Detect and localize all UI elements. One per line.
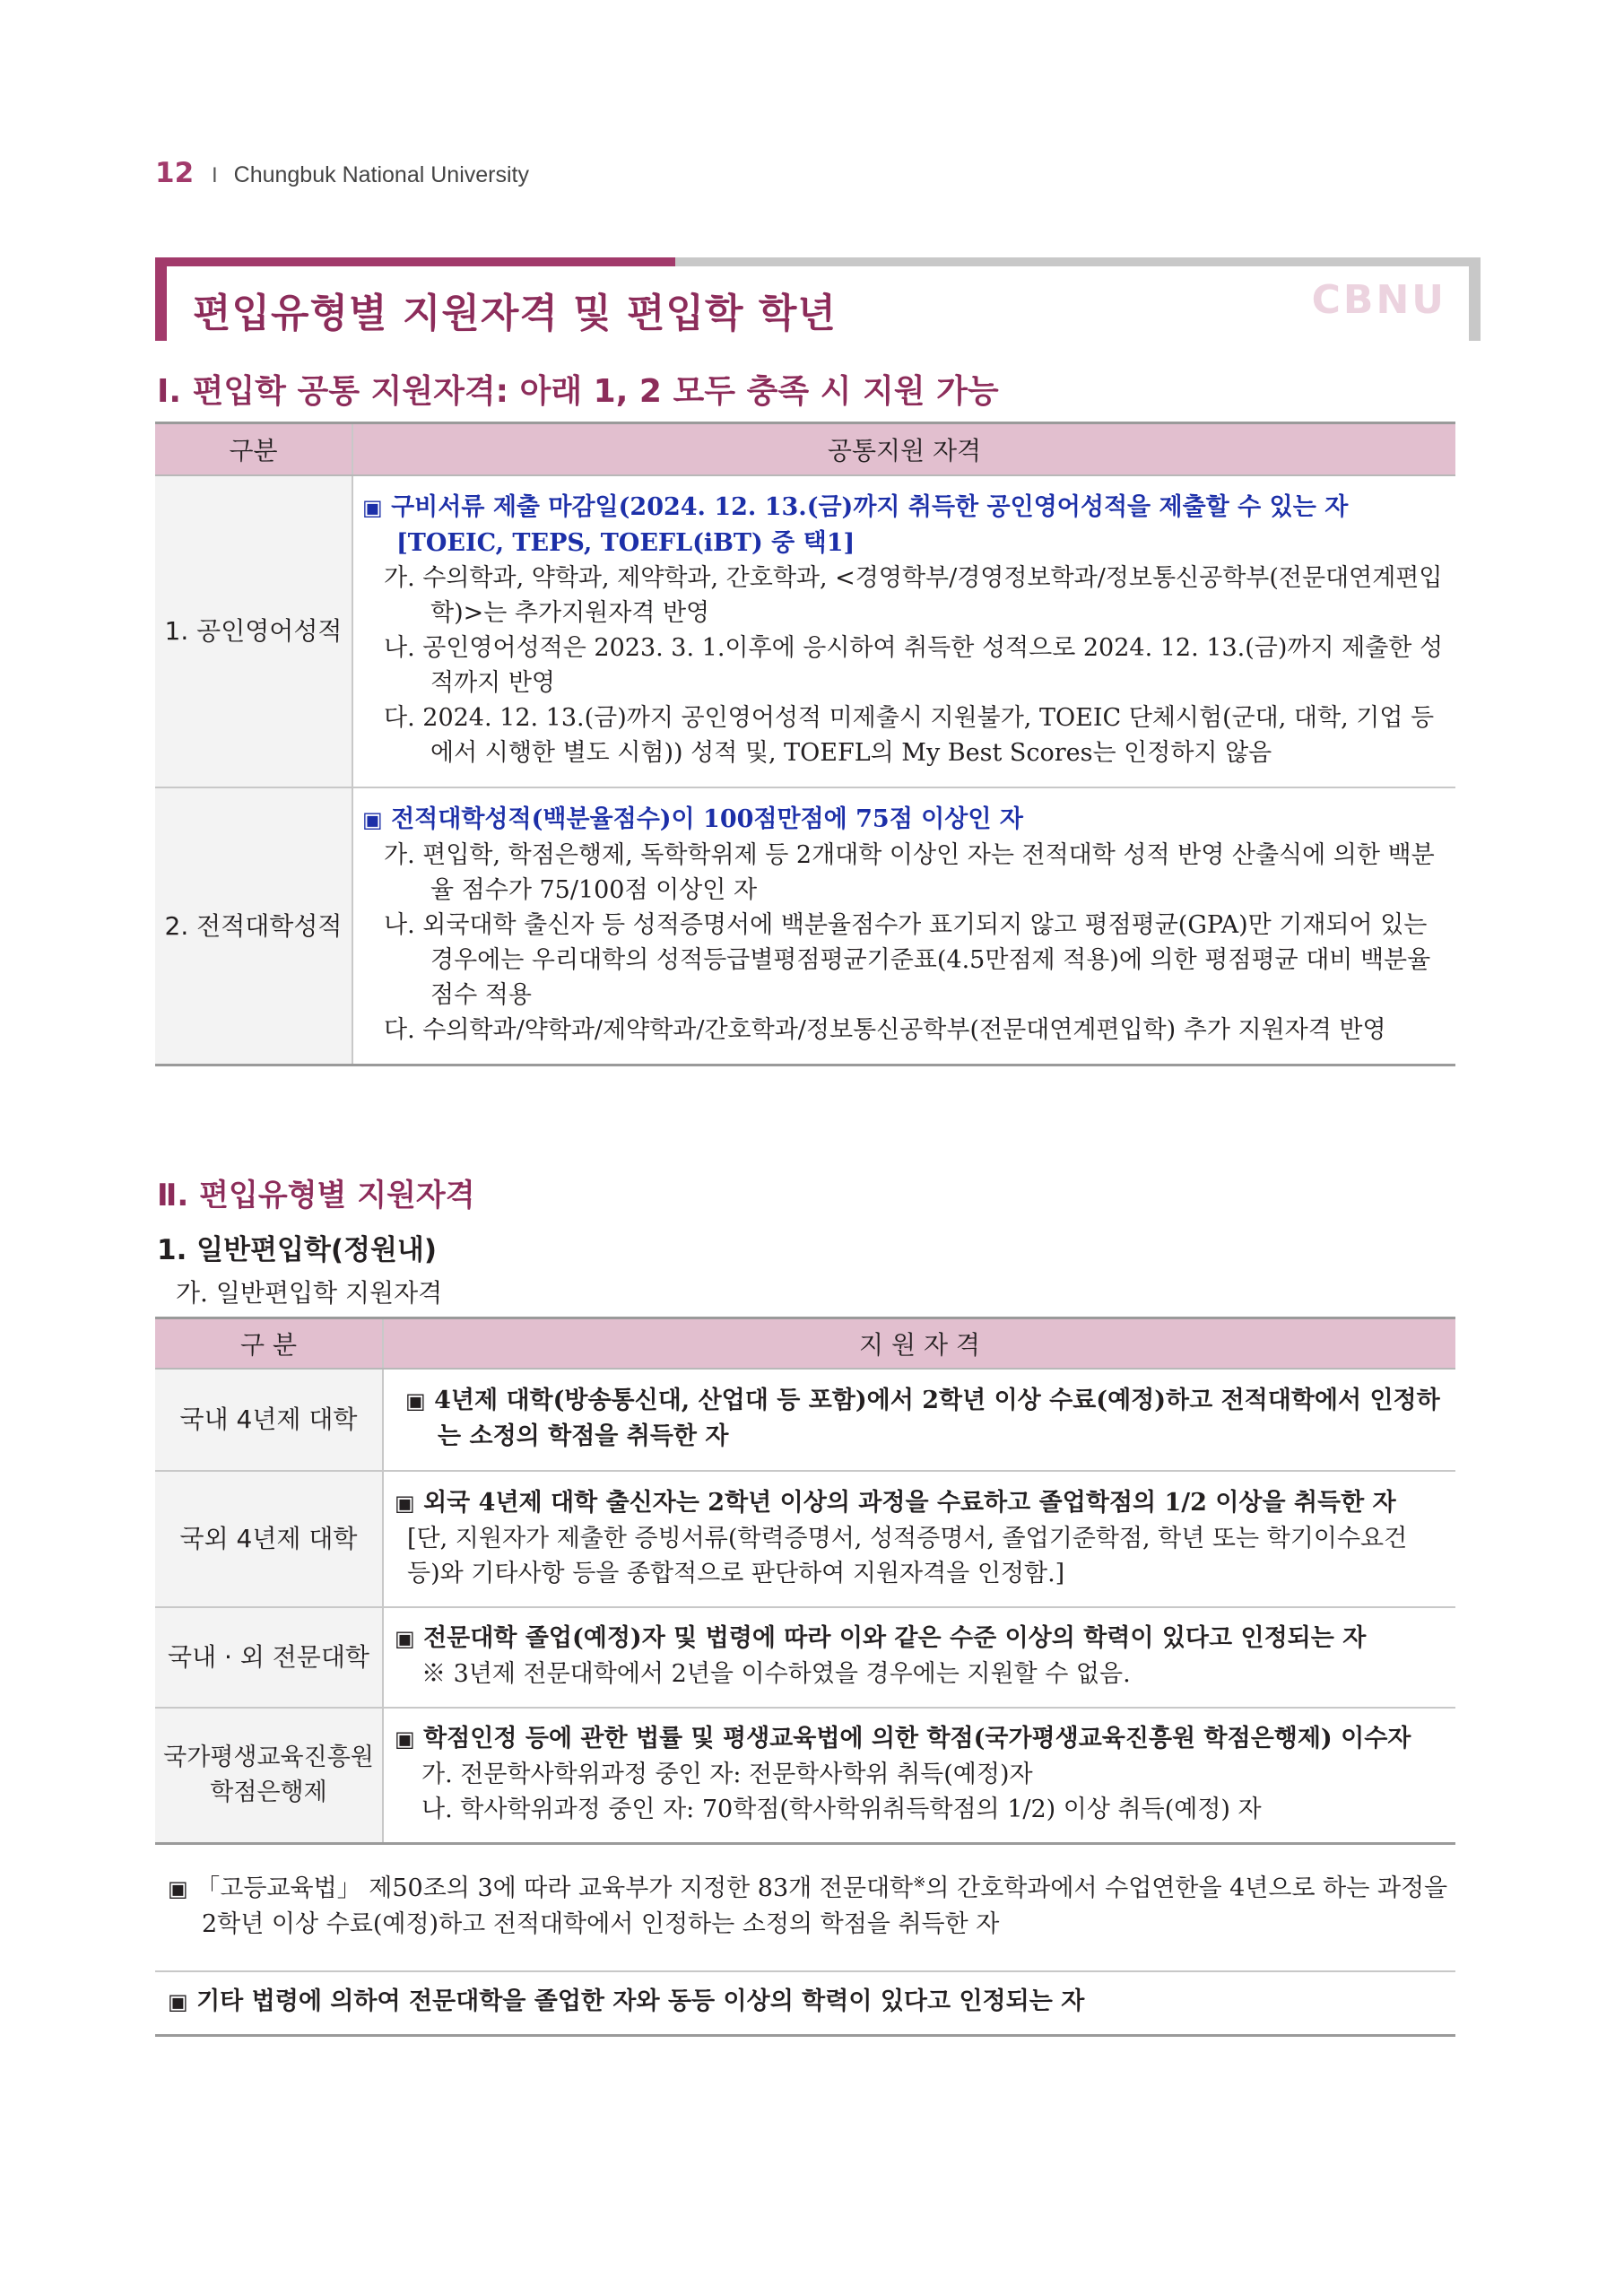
list-item — [395, 1757, 1446, 1792]
item-marker: 가. — [421, 1761, 453, 1789]
page-title: 편입유형별 지원자격 및 편입학 학년 — [193, 291, 837, 336]
divider — [155, 2034, 1455, 2037]
table-row — [155, 787, 1455, 1065]
item-text: 수의학과, 약학과, 제약학과, 간호학과, <경영학부/경영정보학과/정보통신공학부(전문대연계편입학)>는 추가지원자격 반영 — [422, 564, 1443, 627]
square-bullet-icon: ▣ — [405, 1388, 426, 1413]
lead-note: [TOEIC, TEPS, TOEFL(iBT) 중 택1] — [396, 529, 855, 557]
square-bullet-icon: ▣ — [395, 1490, 415, 1516]
row-content — [352, 787, 1455, 1065]
table-row — [155, 1471, 1455, 1607]
page-number: 12 — [155, 157, 195, 189]
lead-text: 구비서류 제출 마감일(2024. 12. 13.(금)까지 취득한 공인영어성적을 제출할 수 있는 자 — [391, 493, 1349, 521]
list-item — [364, 1013, 1446, 1048]
square-bullet-icon: ▣ — [395, 1626, 415, 1651]
note-text: 기타 법령에 의하여 전문대학을 졸업한 자와 동등 이상의 학력이 있다고 인정되는 자 — [196, 1987, 1085, 2015]
header-university: Chungbuk National University — [233, 162, 529, 187]
item-text: 외국대학 출신자 등 성적증명서에 백분율점수가 표기되지 않고 평점평균(GPA)만 기재되어 있는 경우에는 우리대학의 성적등급별평점평균기준표(4.5만점제 적용)에 의한 평점평균 대비 백분율 점수 적용 — [422, 911, 1431, 1010]
row-lead — [395, 1485, 1446, 1521]
lead-text: 학점인정 등에 관한 법률 및 평생교육법에 의한 학점(국가평생교육진흥원 학점은행제) 이수자 — [423, 1725, 1411, 1753]
nursing-college-note — [155, 1866, 1468, 1942]
row-content — [383, 1369, 1455, 1471]
column-header: 구분 — [155, 423, 352, 475]
square-bullet-icon: ▣ — [395, 1726, 415, 1752]
list-item — [364, 700, 1446, 770]
table-row — [155, 1708, 1455, 1844]
list-item — [364, 631, 1446, 700]
row-lead — [364, 802, 1446, 838]
square-bullet-icon: ▣ — [168, 1989, 188, 2014]
banner-right-bar — [1469, 257, 1481, 341]
other-law-note — [155, 1984, 1468, 2020]
row-category: 국내 · 외 전문대학 — [155, 1607, 383, 1708]
common-qualification-table — [155, 422, 1455, 1066]
lead-text: 4년제 대학(방송통신대, 산업대 등 포함)에서 2학년 이상 수료(예정)하고 전적대학에서 인정하는 소정의 학점을 취득한 자 — [434, 1387, 1440, 1450]
lead-text: 외국 4년제 대학 출신자는 2학년 이상의 과정을 수료하고 졸업학점의 1/2 이상을 취득한 자 — [423, 1488, 1396, 1517]
row-category — [155, 1708, 383, 1844]
section2-subsubheading: 가. 일반편입학 지원자격 — [176, 1278, 443, 1308]
table-header-row — [155, 423, 1455, 475]
divider — [155, 1970, 1455, 1972]
item-text: 2024. 12. 13.(금)까지 공인영어성적 미제출시 지원불가, TOEIC 단체시험(군대, 대학, 기업 등에서 시행한 별도 시험)) 성적 및, TOEFL의 My Best Scores는 인정하지 않음 — [422, 704, 1435, 767]
item-text: 편입학, 학점은행제, 독학학위제 등 2개대학 이상인 자는 전적대학 성적 반영 산출식에 의한 백분율 점수가 75/100점 이상인 자 — [422, 841, 1435, 905]
list-item — [395, 1792, 1446, 1827]
square-bullet-icon: ▣ — [168, 1876, 188, 1901]
square-bullet-icon: ▣ — [362, 495, 383, 520]
section1-heading: Ⅰ. 편입학 공통 지원자격: 아래 1, 2 모두 충족 시 지원 가능 — [157, 373, 999, 410]
row-category: 국외 4년제 대학 — [155, 1471, 383, 1607]
row-content — [383, 1607, 1455, 1708]
row-lead — [395, 1383, 1446, 1454]
title-banner — [155, 257, 1481, 341]
column-header: 공통지원 자격 — [352, 423, 1455, 475]
running-header — [155, 157, 529, 193]
column-header: 지 원 자 격 — [383, 1318, 1455, 1369]
note-text: 「고등교육법」 제50조의 3에 따라 교육부가 지정한 83개 전문대학 — [195, 1874, 914, 1902]
item-marker: 나. — [421, 1796, 453, 1824]
item-marker: 다. — [384, 1016, 415, 1045]
banner-left-bar — [155, 257, 167, 341]
table-row — [155, 1369, 1455, 1471]
item-text: 공인영어성적은 2023. 3. 1.이후에 응시하여 취득한 성적으로 2024. 12. 13.(금)까지 제출한 성적까지 반영 — [422, 634, 1444, 697]
item-marker: 가. — [384, 564, 415, 592]
list-item — [364, 561, 1446, 631]
note-text: 의 간호학과에서 수업연한을 4년으로 하는 과정을 2학년 이상 수료(예정)하고 전적대학에서 인정하는 소정의 학점을 취득한 자 — [202, 1874, 1448, 1938]
note-superscript: ※ — [913, 1874, 926, 1892]
item-marker: 나. — [384, 634, 415, 662]
table-row — [155, 1607, 1455, 1708]
row-category: 2. 전적대학성적 — [155, 787, 352, 1065]
row-category: 1. 공인영어성적 — [155, 475, 352, 787]
lead-text: 전문대학 졸업(예정)자 및 법령에 따라 이와 같은 수준 이상의 학력이 있다고 인정되는 자 — [423, 1624, 1367, 1652]
item-text: 수의학과/약학과/제약학과/간호학과/정보통신공학부(전문대연계편입학) 추가 지원자격 반영 — [422, 1016, 1386, 1045]
item-marker: 다. — [384, 704, 415, 732]
section2-subheading: 1. 일반편입학(정원내) — [157, 1234, 438, 1266]
row-lead — [395, 1621, 1446, 1657]
category-line: 국가평생교육진흥원 — [163, 1744, 374, 1772]
item-marker: 나. — [384, 911, 415, 940]
column-header: 구 분 — [155, 1318, 383, 1369]
table-header-row — [155, 1318, 1455, 1369]
row-category: 국내 4년제 대학 — [155, 1369, 383, 1471]
row-content — [352, 475, 1455, 787]
row-note: [단, 지원자가 제출한 증빙서류(학력증명서, 성적증명서, 졸업기준학점, 학년 또는 학기이수요건 등)와 기타사항 등을 종합적으로 판단하여 지원자격을 인정함.] — [407, 1524, 1408, 1587]
row-lead — [395, 1721, 1446, 1757]
table-row — [155, 475, 1455, 787]
item-text: 전문학사학위과정 중인 자: 전문학사학위 취득(예정)자 — [460, 1761, 1033, 1789]
item-text: 학사학위과정 중인 자: 70학점(학사학위취득학점의 1/2) 이상 취득(예정) 자 — [460, 1796, 1262, 1824]
list-item — [364, 838, 1446, 908]
square-bullet-icon: ▣ — [362, 807, 383, 833]
cbnu-logo: CBNU — [1311, 277, 1446, 323]
lead-text: 전적대학성적(백분율점수)이 100점만점에 75점 이상인 자 — [391, 805, 1023, 834]
category-line: 학점은행제 — [210, 1779, 327, 1807]
row-content — [383, 1471, 1455, 1607]
row-content — [383, 1708, 1455, 1844]
header-separator: I — [212, 165, 218, 187]
row-note: ※ 3년제 전문대학에서 2년을 이수하였을 경우에는 지원할 수 없음. — [421, 1660, 1131, 1688]
row-lead — [364, 490, 1446, 526]
banner-top-accent — [155, 257, 675, 266]
section2-heading: Ⅱ. 편입유형별 지원자격 — [157, 1178, 475, 1213]
item-marker: 가. — [384, 841, 415, 870]
list-item — [364, 908, 1446, 1013]
general-transfer-table — [155, 1317, 1455, 1845]
